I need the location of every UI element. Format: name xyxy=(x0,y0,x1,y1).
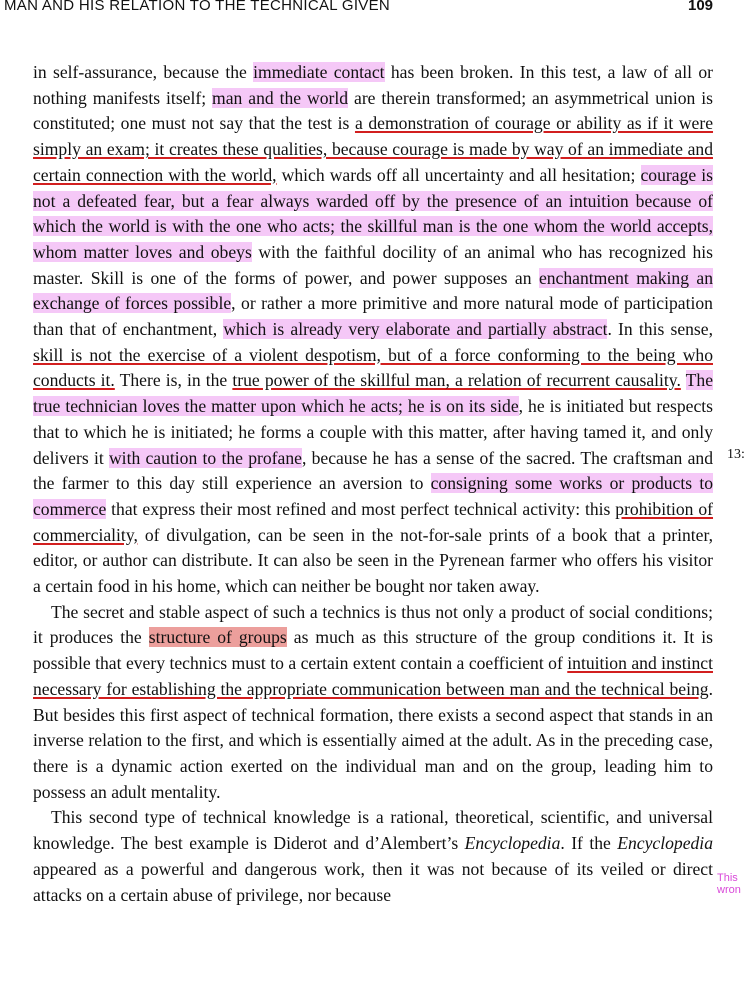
italic-title: Encyclopedia xyxy=(464,833,561,854)
text-run xyxy=(681,370,686,390)
text-run: as much as this structure of the group conditions it. It is possible that every technics must to a certain extent contain a coefficient of xyxy=(33,627,714,674)
highlight[interactable]: immediate contact xyxy=(253,62,385,82)
text-run: , because he has a sense of the sacred. The craftsman and the farmer to this day still experience an aversion to xyxy=(33,447,713,494)
paragraph-3 xyxy=(33,805,713,908)
text-run: are therein transformed; an asymmetrical union is constituted; one must not say that the test is xyxy=(33,87,713,134)
text-run: . In this sense, xyxy=(607,319,713,340)
underline-annotation[interactable]: true power of the skillful man, a relation of recurrent causality. xyxy=(232,370,681,391)
text-run: of divulgation, can be seen in the not-for-sale prints of a book that a printer, editor, or author can distribute. It can also be seen in the Pyrenean farmer who offers his visitor a certain food in his home, which can neither be bought nor taken away. xyxy=(33,524,713,597)
italic-title: Encyclopedia xyxy=(617,833,713,854)
text-run: with the faithful docility of an animal who has recognized his master. Skill is one of the forms of power, and power supposes an xyxy=(33,241,713,288)
highlight[interactable]: consigning some works or products to commerce xyxy=(33,473,713,519)
highlight[interactable]: which is already very elaborate and partially abstract xyxy=(223,319,608,340)
highlight[interactable]: man and the world xyxy=(212,87,349,108)
text-run: that express their most refined and most perfect technical activity: this xyxy=(106,498,616,519)
highlight[interactable]: with caution to the profane xyxy=(108,447,302,468)
underline-annotation[interactable]: intuition and instinct necessary for establishing the appropriate communication between man and the technical being xyxy=(33,653,713,699)
text-run: There is, in the xyxy=(114,370,233,391)
underline-annotation[interactable]: a demonstration of courage or ability as if it were simply an exam; it creates these qualities, because courage is made by way of an immediate and certain connection with the world, xyxy=(33,113,714,185)
page-number: 109 xyxy=(688,0,714,14)
paragraph-2 xyxy=(33,600,713,806)
text-run: which wards off all uncertainty and all hesitation; xyxy=(276,164,641,185)
paragraph-1 xyxy=(33,60,713,600)
text-run: , he is initiated but respects that to which he is initiated; he forms a couple with this matter, after having tamed it, and only delivers it xyxy=(33,396,714,468)
underline-annotation[interactable]: skill is not the exercise of a violent despotism, but of a force conforming to the being who conducts it. xyxy=(33,344,713,391)
text-run: appeared as a powerful and dangerous work, then it was not because of its veiled or direct attacks on a certain abuse of privilege, nor because xyxy=(33,858,713,905)
page-body xyxy=(33,60,713,908)
text-run: in self-assurance, because the xyxy=(33,62,254,82)
text-run: , or rather a more primitive and more natural mode of participation than that of enchantment, xyxy=(33,293,713,340)
highlight[interactable]: courage is not a defeated fear, but a fear always warded off by the presence of an intuition because of which the world is with the one who acts; the skillful man is the one whom the world accepts, whom matter loves and obeys xyxy=(33,164,713,262)
text-run: The secret and stable aspect of such a technics is thus not only a product of social conditions; it produces the xyxy=(33,601,713,648)
margin-comment-note[interactable]: This wron xyxy=(717,872,741,896)
underline-annotation[interactable]: prohibition of commerciality, xyxy=(33,498,714,545)
text-run: has been broken. In this test, a law of all or nothing manifests itself; xyxy=(33,62,713,108)
text-run: . If the xyxy=(560,833,618,854)
highlight[interactable]: structure of groups xyxy=(148,627,287,648)
text-run: . But besides this first aspect of technical formation, there exists a second aspect that stands in an inverse relation to the first, and which is essentially aimed at the adult. As in the preceding case, there is a dynamic action exerted on the individual man and on the group, leading him to possess an adult mentality. xyxy=(33,678,713,802)
text-run: This second type of technical knowledge is a rational, theoretical, scientific, and universal knowledge. The best example is Diderot and d’Alembert’s xyxy=(33,807,713,854)
highlight[interactable]: enchantment making an exchange of forces possible xyxy=(33,267,713,314)
running-header-title: MAN AND HIS RELATION TO THE TECHNICAL GIVEN xyxy=(4,0,391,14)
margin-reference-mark: 13: xyxy=(727,447,745,462)
highlight[interactable]: The true technician loves the matter upon which he acts; he is on its side xyxy=(33,370,714,417)
